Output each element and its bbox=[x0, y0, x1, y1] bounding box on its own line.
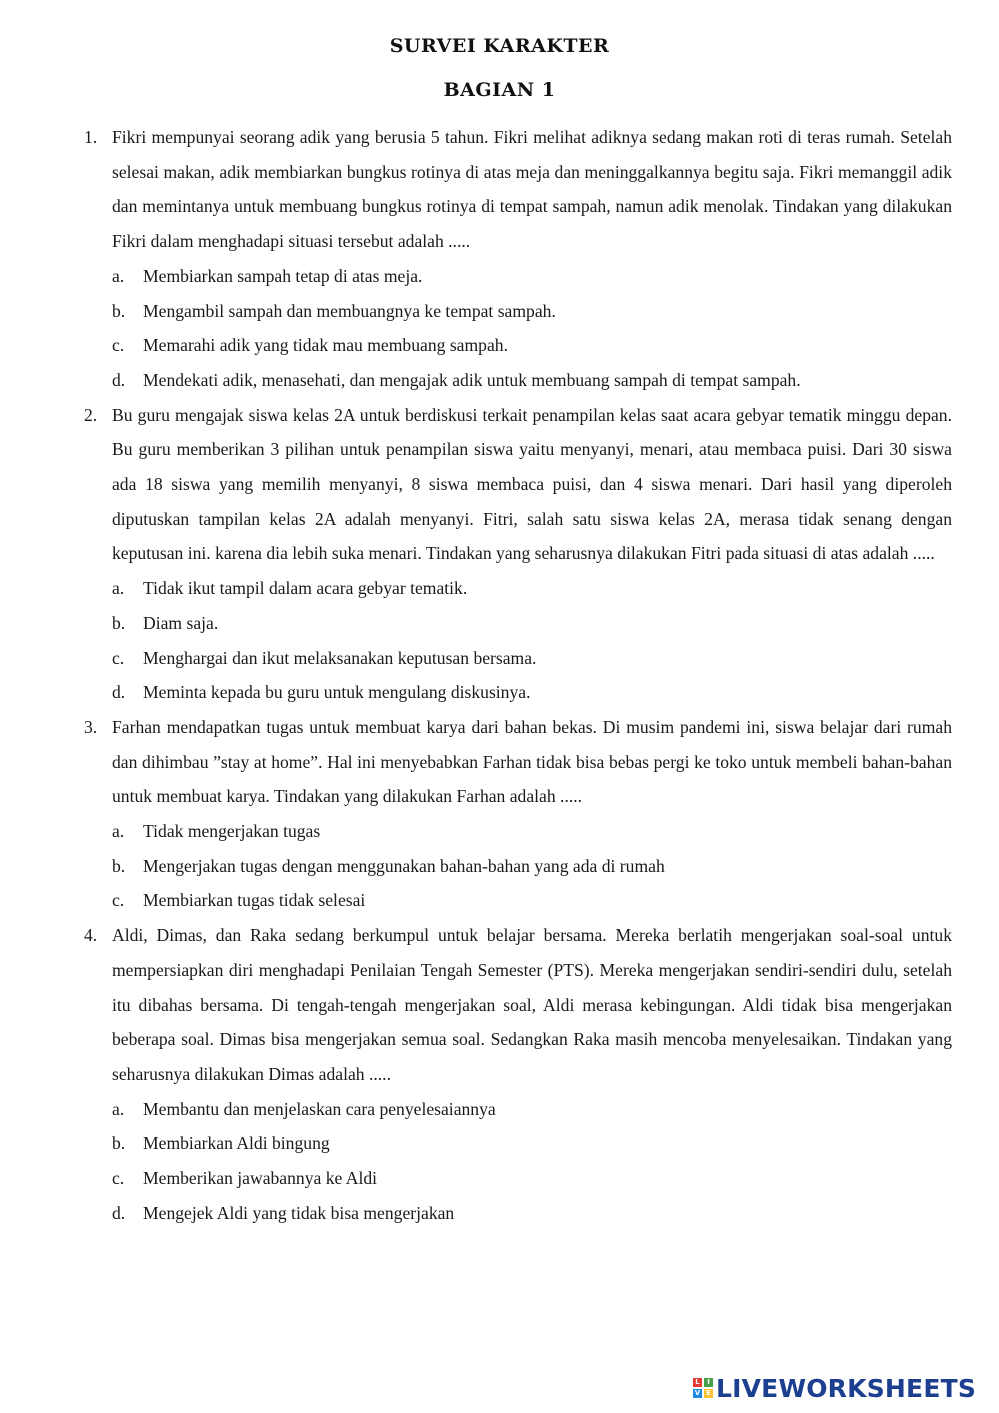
option-letter: b. bbox=[112, 1133, 126, 1154]
page-subtitle: BAGIAN 1 bbox=[443, 79, 556, 101]
option-item[interactable] bbox=[112, 1126, 952, 1161]
option-letter: a. bbox=[112, 578, 125, 599]
question-number: 1. bbox=[84, 127, 98, 147]
option-text: Tidak ikut tampil dalam acara gebyar tematik. bbox=[143, 578, 468, 599]
option-item[interactable] bbox=[112, 363, 952, 398]
option-item[interactable] bbox=[112, 259, 952, 294]
option-text: Menghargai dan ikut melaksanakan keputusan bersama. bbox=[143, 647, 537, 668]
logo-square-icon: I bbox=[704, 1378, 713, 1387]
question-number: 2. bbox=[84, 404, 98, 425]
question-3 bbox=[84, 710, 952, 918]
option-letter: a. bbox=[112, 821, 125, 842]
option-letter: c. bbox=[112, 335, 125, 356]
option-letter: b. bbox=[112, 612, 126, 633]
question-text: Aldi, Dimas, dan Raka sedang berkumpul untuk belajar bersama. Mereka berlatih mengerjakan soal-soal untuk mempersiapkan diri menghadapi Penilaian Tengah Semester (PTS). Mereka mengerjakan sendiri-sendiri dulu, setelah itu dibahas bersama. Di tengah-tengah mengerjakan soal, Aldi merasa kebingungan. Aldi tidak bisa mengerjakan beberapa soal. Dimas bisa mengerjakan semua soal. Sedangkan Raka masih mencoba menyelesaikan. Tindakan yang seharusnya dilakukan Dimas adalah ..... bbox=[112, 925, 952, 1084]
option-text: Memarahi adik yang tidak mau membuang sampah. bbox=[143, 335, 508, 356]
option-text: Membiarkan tugas tidak selesai bbox=[143, 890, 366, 911]
option-text: Mengejek Aldi yang tidak bisa mengerjakan bbox=[143, 1202, 455, 1223]
question-text: Fikri mempunyai seorang adik yang berusia 5 tahun. Fikri melihat adiknya sedang makan roti di teras rumah. Setelah selesai makan, adik membiarkan bungkus rotinya di atas meja dan meninggalkannya begitu saja. Fikri memanggil adik dan memintanya untuk membuang bungkus rotinya di tempat sampah, namun adik menolak. Tindakan yang dilakukan Fikri dalam menghadapi situasi tersebut adalah ..... bbox=[112, 127, 952, 252]
question-number: 4. bbox=[84, 925, 98, 946]
option-item[interactable] bbox=[112, 814, 952, 849]
option-text: Mengambil sampah dan membuangnya ke tempat sampah. bbox=[143, 300, 556, 321]
option-letter: c. bbox=[112, 1168, 125, 1189]
option-text: Tidak mengerjakan tugas bbox=[143, 821, 321, 842]
option-item[interactable] bbox=[112, 571, 952, 606]
option-letter: d. bbox=[112, 682, 126, 703]
question-text: Farhan mendapatkan tugas untuk membuat karya dari bahan bekas. Di musim pandemi ini, siswa belajar dari rumah dan dihimbau ”stay at home”. Hal ini menyebabkan Farhan tidak bisa bebas pergi ke toko untuk membeli bahan-bahan untuk membuat karya. Tindakan yang dilakukan Farhan adalah ..... bbox=[112, 716, 952, 807]
logo-square-icon: E bbox=[704, 1389, 713, 1398]
logo-square-icon: V bbox=[694, 1389, 701, 1397]
option-item[interactable] bbox=[112, 328, 952, 363]
question-list bbox=[84, 120, 952, 1231]
option-letter: a. bbox=[112, 1098, 125, 1119]
question-2 bbox=[84, 398, 952, 710]
option-text: Mengerjakan tugas dengan menggunakan bahan-bahan yang ada di rumah bbox=[143, 855, 665, 876]
option-item[interactable] bbox=[112, 1196, 952, 1231]
option-letter: b. bbox=[112, 300, 126, 321]
option-item[interactable] bbox=[112, 1092, 952, 1127]
option-text: Membiarkan sampah tetap di atas meja. bbox=[143, 265, 423, 286]
option-item[interactable] bbox=[112, 883, 952, 918]
page-title: SURVEI KARAKTER bbox=[389, 35, 610, 57]
option-text: Mendekati adik, menasehati, dan mengajak adik untuk membuang sampah di tempat sampah. bbox=[143, 369, 801, 390]
option-item[interactable] bbox=[112, 294, 952, 329]
option-item[interactable] bbox=[112, 675, 952, 710]
logo-square-icon: L bbox=[693, 1378, 702, 1387]
liveworksheets-logo bbox=[693, 1373, 976, 1403]
question-4 bbox=[84, 918, 952, 1230]
question-number: 3. bbox=[84, 716, 98, 737]
brand-name: LIVEWORKSHEETS bbox=[716, 1373, 977, 1403]
option-text: Membiarkan Aldi bingung bbox=[143, 1133, 330, 1154]
option-item[interactable] bbox=[112, 606, 952, 641]
option-letter: b. bbox=[112, 855, 126, 876]
option-item[interactable] bbox=[112, 849, 952, 884]
option-item[interactable] bbox=[112, 1161, 952, 1196]
option-text: Membantu dan menjelaskan cara penyelesaiannya bbox=[143, 1098, 496, 1119]
option-letter: d. bbox=[112, 369, 126, 390]
option-text: Meminta kepada bu guru untuk mengulang diskusinya. bbox=[143, 682, 531, 703]
option-letter: d. bbox=[112, 1202, 126, 1223]
option-letter: c. bbox=[112, 647, 125, 668]
option-text: Diam saja. bbox=[143, 612, 219, 633]
logo-icon bbox=[693, 1378, 713, 1398]
option-letter: a. bbox=[112, 265, 125, 286]
question-text: Bu guru mengajak siswa kelas 2A untuk berdiskusi terkait penampilan kelas saat acara gebyar tematik minggu depan. Bu guru memberikan 3 pilihan untuk penampilan siswa yaitu menyanyi, menari, atau membaca puisi. Dari 30 siswa ada 18 siswa yang memilih menyanyi, 8 siswa membaca puisi, dan 4 siswa menari. Dari hasil yang diperoleh diputuskan tampilan kelas 2A adalah menyanyi. Fitri, salah satu siswa kelas 2A, merasa tidak senang dengan keputusan ini. karena dia lebih suka menari. Tindakan yang seharusnya dilakukan Fitri pada situasi di atas adalah ..... bbox=[112, 404, 952, 564]
option-text: Memberikan jawabannya ke Aldi bbox=[143, 1168, 378, 1189]
option-item[interactable] bbox=[112, 641, 952, 676]
question-1 bbox=[84, 120, 952, 398]
option-letter: c. bbox=[112, 890, 125, 911]
